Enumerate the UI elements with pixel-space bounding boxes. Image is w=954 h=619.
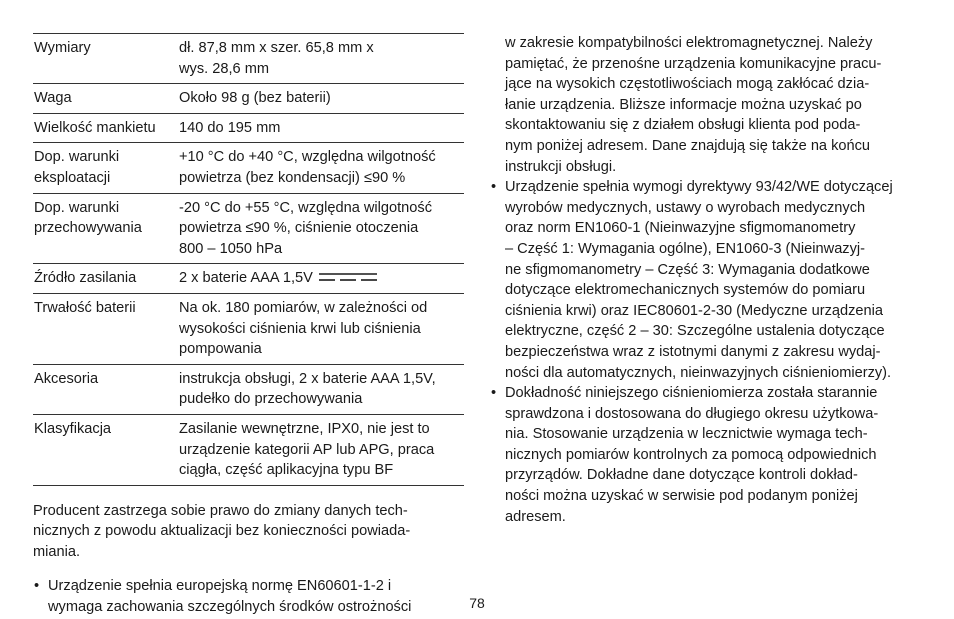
- left-column: [33, 33, 464, 618]
- spec-value-text: ciągła, część aplikacyjna typu BF: [179, 462, 394, 479]
- bullet-line: wyrobów medycznych, ustawy o wyrobach medycznych: [505, 199, 866, 216]
- bullet-dot: •: [34, 578, 40, 595]
- spec-row: [33, 414, 464, 485]
- continuation-line: skontaktowaniu się z działem obsługi klienta pod poda-: [505, 117, 861, 134]
- spec-value: [179, 113, 464, 143]
- spec-value-text: Około 98 g (bez baterii): [179, 90, 331, 107]
- spec-value-text: Na ok. 180 pomiarów, w zależności od: [179, 299, 428, 316]
- spec-key-line: Dop. warunki: [34, 149, 120, 166]
- spec-value-line: [179, 168, 464, 189]
- spec-value-text: 800 – 1050 hPa: [179, 240, 283, 257]
- spec-value-line: [179, 460, 464, 481]
- spec-value-line: [179, 440, 464, 461]
- continuation-line: nym poniżej adresem. Dane znajdują się także na końcu: [505, 137, 871, 154]
- spec-key-line: Trwałość baterii: [34, 299, 136, 316]
- spec-row: [33, 143, 464, 193]
- bullet-line: ności można uzyskać w serwisie pod podanym poniżej: [505, 488, 858, 505]
- spec-value-line: [179, 319, 464, 340]
- continuation-line: pamiętać, że przenośne urządzenia komunikacyjne pracu-: [505, 55, 882, 72]
- spec-value: [179, 143, 464, 193]
- bullet-line: bezpieczeństwa wraz z istotnymi danymi z zakresu wydaj-: [505, 343, 881, 360]
- spec-key: [33, 264, 179, 294]
- continuation-line: jące na wysokich częstotliwościach mogą zakłócać dzia-: [505, 76, 870, 93]
- spec-key: [33, 113, 179, 143]
- spec-value-line: [179, 59, 464, 80]
- spec-key-line: przechowywania: [34, 220, 142, 237]
- bullet-line: ne sfigmomanometry – Część 3: Wymagania dodatkowe: [505, 261, 870, 278]
- spec-value-text: wysokości ciśnienia krwi lub ciśnienia: [179, 320, 421, 337]
- spec-row: [33, 293, 464, 364]
- producer-note: [33, 501, 464, 563]
- spec-key: [33, 414, 179, 485]
- right-column: [490, 33, 930, 527]
- bullet-line: dotyczące elektromechanicznych systemów do pomiaru: [505, 282, 866, 299]
- continuation-line: łanie urządzenia. Bliższe informacje można uzyskać po: [505, 96, 862, 113]
- spec-row: [33, 84, 464, 114]
- spec-value-text: pudełko do przechowywania: [179, 391, 363, 408]
- spec-value-line: [179, 389, 464, 410]
- spec-key-line: eksploatacji: [34, 169, 111, 186]
- spec-key-line: Wymiary: [34, 40, 91, 56]
- spec-value-line: [179, 147, 464, 168]
- spec-value: [179, 414, 464, 485]
- spec-key-line: Akcesoria: [34, 370, 99, 387]
- bullet-line: wymaga zachowania szczególnych środków ostrożności: [48, 599, 412, 616]
- spec-value: [179, 364, 464, 414]
- spec-value: [179, 264, 464, 294]
- spec-value-line: [179, 218, 464, 239]
- continuation-line: w zakresie kompatybilności elektromagnetycznej. Należy: [505, 35, 873, 51]
- spec-row: [33, 264, 464, 294]
- spec-row: [33, 364, 464, 414]
- spec-value-text: powietrza (bez kondensacji) ≤90 %: [179, 169, 406, 186]
- spec-value-line: [179, 369, 464, 390]
- spec-value-text: dł. 87,8 mm x szer. 65,8 mm x: [179, 40, 374, 56]
- spec-value: [179, 84, 464, 114]
- spec-value-text: Zasilanie wewnętrzne, IPX0, nie jest to: [179, 420, 430, 437]
- spec-value-line: [179, 118, 464, 139]
- spec-value-line: [179, 339, 464, 360]
- spec-value-line: [179, 268, 464, 289]
- spec-key-line: Klasyfikacja: [34, 420, 112, 437]
- bullet-dot: •: [491, 385, 497, 402]
- spec-value-text: powietrza ≤90 %, ciśnienie otoczenia: [179, 220, 419, 237]
- bullet-line: ności dla automatycznych, nieinwazyjnych ciśnieniomierzy).: [505, 364, 892, 381]
- spec-key-line: Dop. warunki: [34, 199, 120, 216]
- spec-value: [179, 193, 464, 264]
- spec-value: [179, 293, 464, 364]
- producer-note-line: Producent zastrzega sobie prawo do zmiany danych tech-: [33, 502, 408, 519]
- spec-value-line: [179, 198, 464, 219]
- bullet-line: oraz norm EN1060-1 (Nieinwazyjne sfigmomanometry: [505, 220, 856, 237]
- spec-value-text: +10 °C do +40 °C, względna wilgotność: [179, 149, 436, 166]
- spec-key: [33, 364, 179, 414]
- bullet-line: nia. Stosowanie urządzenia w lecznictwie wymaga tech-: [505, 426, 868, 443]
- spec-value-text: 140 do 195 mm: [179, 119, 281, 136]
- bullet-line: przyrządów. Dokładne dane dotyczące kontroli dokład-: [505, 467, 858, 484]
- spec-row: [33, 193, 464, 264]
- bullet-dot: •: [491, 179, 497, 196]
- spec-value-text: 2 x baterie AAA 1,5V: [179, 270, 313, 287]
- spec-key: [33, 143, 179, 193]
- spec-key: [33, 34, 179, 84]
- spec-key-line: Wielkość mankietu: [34, 119, 156, 136]
- spec-value-line: [179, 38, 464, 59]
- bullet-line: Urządzenie spełnia wymogi dyrektywy 93/42/WE dotyczącej: [505, 179, 893, 196]
- bullet-line: sprawdzona i dostosowana do długiego okresu użytkowa-: [505, 405, 879, 422]
- spec-value-text: -20 °C do +55 °C, względna wilgotność: [179, 199, 433, 216]
- spec-value-line: [179, 298, 464, 319]
- spec-key: [33, 293, 179, 364]
- spec-row: [33, 113, 464, 143]
- spec-key: [33, 84, 179, 114]
- bullet-line: nicznych pomiarów kontrolnych za pomocą odpowiednich: [505, 446, 877, 463]
- bullet-line: Urządzenie spełnia europejską normę EN60601-1-2 i: [48, 578, 392, 595]
- spec-value-line: [179, 239, 464, 260]
- direct-current-icon: [317, 270, 379, 284]
- continuation-line: instrukcji obsługi.: [505, 158, 617, 175]
- bullet-line: – Część 1: Wymagania ogólne), EN1060-3 (Nieinwazyj-: [505, 240, 866, 257]
- right-bullet: [490, 177, 930, 383]
- right-bullet: [490, 383, 930, 527]
- spec-value-text: urządzenie kategorii AP lub APG, praca: [179, 441, 435, 458]
- spec-value: [179, 34, 464, 84]
- bullet-line: adresem.: [505, 508, 566, 525]
- producer-note-line: miania.: [33, 543, 81, 560]
- bullet-line: ciśnienia krwi) oraz IEC80601-2-30 (Medyczne urządzenia: [505, 302, 883, 319]
- specifications-table: [33, 33, 464, 486]
- spec-value-line: [179, 88, 464, 109]
- spec-key-line: Waga: [34, 90, 72, 107]
- page-number: 78: [469, 595, 485, 611]
- continuation-paragraph: [490, 33, 930, 177]
- spec-row: [33, 34, 464, 84]
- producer-note-line: nicznych z powodu aktualizacji bez konieczności powiada-: [33, 523, 411, 540]
- spec-value-line: [179, 419, 464, 440]
- spec-key-line: Źródło zasilania: [34, 270, 137, 287]
- spec-value-text: instrukcja obsługi, 2 x baterie AAA 1,5V,: [179, 370, 436, 387]
- spec-value-text: pompowania: [179, 341, 262, 358]
- bullet-line: elektryczne, część 2 – 30: Szczególne ustalenia dotyczące: [505, 323, 885, 340]
- bullet-line: Dokładność niniejszego ciśnieniomierza została starannie: [505, 385, 878, 402]
- spec-key: [33, 193, 179, 264]
- spec-value-text: wys. 28,6 mm: [179, 60, 270, 77]
